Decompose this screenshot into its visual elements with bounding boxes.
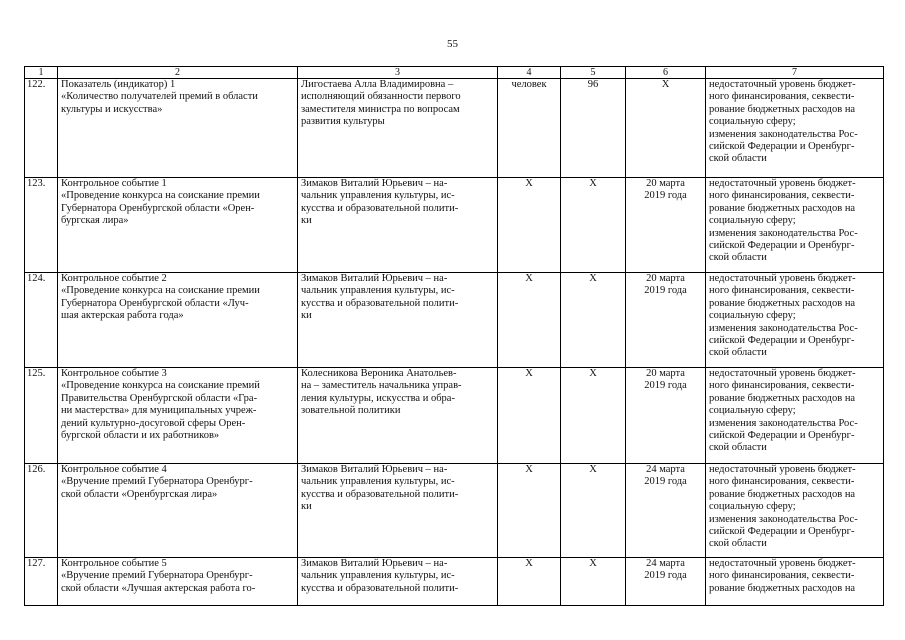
event-name: Показатель (индикатор) 1 «Количество получателей премий в области культуры и искусства» — [58, 79, 298, 178]
table-row — [25, 79, 884, 178]
value-cell: Х — [561, 464, 626, 558]
header-cell: 4 — [498, 67, 561, 79]
row-number: 126. — [25, 464, 58, 558]
responsible-person: Лигостаева Алла Владимировна – исполняющий обязанности первого заместителя министра по вопросам развития культуры — [298, 79, 498, 178]
responsible-person: Зимаков Виталий Юрьевич – на- чальник управления культуры, ис- кусства и образовательной полити- ки — [298, 178, 498, 273]
header-cell: 1 — [25, 67, 58, 79]
event-name: Контрольное событие 5 «Вручение премий Губернатора Оренбург- ской области «Лучшая актерская работа го- — [58, 558, 298, 606]
table-row — [25, 273, 884, 368]
date-cell: 20 марта 2019 года — [626, 178, 706, 273]
unit-cell: человек — [498, 79, 561, 178]
value-cell: Х — [561, 178, 626, 273]
risks-cell: недостаточный уровень бюджет- ного финансирования, секвести- рование бюджетных расходов на социальную сферу; изменения законодательства Рос- сийской Федерации и Оренбург- ской области — [706, 273, 884, 368]
responsible-person: Зимаков Виталий Юрьевич – на- чальник управления культуры, ис- кусства и образовательной полити- ки — [298, 464, 498, 558]
responsible-person: Зимаков Виталий Юрьевич – на- чальник управления культуры, ис- кусства и образовательной полити- ки — [298, 273, 498, 368]
row-number: 123. — [25, 178, 58, 273]
row-number: 122. — [25, 79, 58, 178]
unit-cell: Х — [498, 558, 561, 606]
table-row — [25, 558, 884, 606]
value-cell: 96 — [561, 79, 626, 178]
value-cell: Х — [561, 368, 626, 464]
table-row — [25, 464, 884, 558]
table-header-row — [25, 67, 884, 79]
date-cell: 20 марта 2019 года — [626, 368, 706, 464]
event-name: Контрольное событие 1 «Проведение конкурса на соискание премии Губернатора Оренбургской области «Орен- бургская лира» — [58, 178, 298, 273]
table-row — [25, 178, 884, 273]
risks-cell: недостаточный уровень бюджет- ного финансирования, секвести- рование бюджетных расходов на социальную сферу; изменения законодательства Рос- сийской Федерации и Оренбург- ской области — [706, 178, 884, 273]
responsible-person: Зимаков Виталий Юрьевич – на- чальник управления культуры, ис- кусства и образовательной полити- — [298, 558, 498, 606]
risks-cell: недостаточный уровень бюджет- ного финансирования, секвести- рование бюджетных расходов на социальную сферу; изменения законодательства Рос- сийской Федерации и Оренбург- ской области — [706, 79, 884, 178]
page-number: 55 — [447, 38, 458, 50]
risks-cell: недостаточный уровень бюджет- ного финансирования, секвести- рование бюджетных расходов на социальную сферу; изменения законодательства Рос- сийской Федерации и Оренбург- ской области — [706, 368, 884, 464]
header-cell: 5 — [561, 67, 626, 79]
event-name: Контрольное событие 3 «Проведение конкурса на соискание премий Правительства Оренбургской области «Гра- ни мастерства» для муниципальных учреж- дений культурно-досуговой сферы Орен- бургской области и их работников» — [58, 368, 298, 464]
value-cell: Х — [561, 273, 626, 368]
date-cell: 24 марта 2019 года — [626, 558, 706, 606]
event-name: Контрольное событие 4 «Вручение премий Губернатора Оренбург- ской области «Оренбургская лира» — [58, 464, 298, 558]
header-cell: 3 — [298, 67, 498, 79]
date-cell: Х — [626, 79, 706, 178]
unit-cell: Х — [498, 368, 561, 464]
unit-cell: Х — [498, 464, 561, 558]
event-name: Контрольное событие 2 «Проведение конкурса на соискание премии Губернатора Оренбургской области «Луч- шая актерская работа года» — [58, 273, 298, 368]
unit-cell: Х — [498, 178, 561, 273]
table-row — [25, 368, 884, 464]
row-number: 124. — [25, 273, 58, 368]
risks-cell: недостаточный уровень бюджет- ного финансирования, секвести- рование бюджетных расходов на социальную сферу; изменения законодательства Рос- сийской Федерации и Оренбург- ской области — [706, 464, 884, 558]
header-cell: 7 — [706, 67, 884, 79]
risks-cell: недостаточный уровень бюджет- ного финансирования, секвести- рование бюджетных расходов на — [706, 558, 884, 606]
unit-cell: Х — [498, 273, 561, 368]
date-cell: 20 марта 2019 года — [626, 273, 706, 368]
row-number: 125. — [25, 368, 58, 464]
header-cell: 2 — [58, 67, 298, 79]
header-cell: 6 — [626, 67, 706, 79]
date-cell: 24 марта 2019 года — [626, 464, 706, 558]
responsible-person: Колесникова Вероника Анатольев- на – заместитель начальника управ- ления культуры, искусства и обра- зовательной политики — [298, 368, 498, 464]
document-table — [24, 66, 884, 606]
value-cell: Х — [561, 558, 626, 606]
row-number: 127. — [25, 558, 58, 606]
